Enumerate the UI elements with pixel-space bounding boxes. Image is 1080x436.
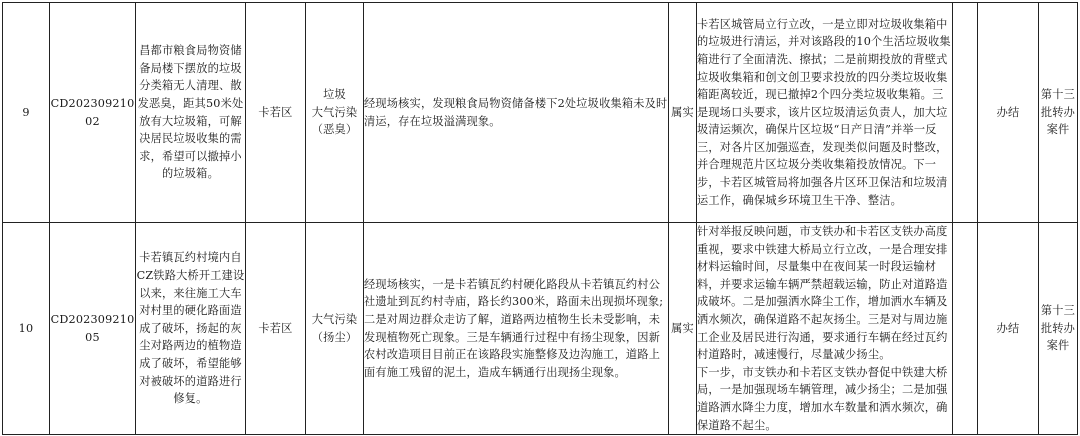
case-number: CD20230921005 [50,223,136,435]
empty-cell [953,3,978,223]
case-status: 办结 [978,223,1039,435]
verification-result: 经现场核实，一是卡若镇瓦约村硬化路段从卡若镇瓦约村公社遗址到瓦约村寺庙，路长约300米，路面未出现损坏现象;二是对周边群众走访了解，道路两边植物生长未受影响，未发现植物死亡现象。三是车辆通行过程中有扬尘现象，因新农村改造项目目前正在该路段实施整修及边沟施工，道路上面有施工残留的泥土，造成车辆通行出现扬尘现象。 [364,223,669,435]
district: 卡若区 [246,3,306,223]
complaint-content: 卡若镇瓦约村境内自CZ铁路大桥开工建设以来，来往施工大车对村里的硬化路面造成了破坏，扬起的灰尘对路两边的植物造成了破坏，希望能够对被破坏的道路进行修复。 [136,223,246,435]
handling-measures: 卡若区城管局立行立改，一是立即对垃圾收集箱中的垃圾进行清运，并对该路段的10个生活垃圾收集箱进行了全面清洗、擦拭；二是前期投放的背壁式垃圾收集箱和创文创卫要求投放的四分类垃圾收集箱距离较近，现已撤掉2个四分类垃圾收集箱。三是现场口头要求，该片区垃圾清运负责人，加大垃圾清运频次，确保片区垃圾“日产日清”并举一反三，对各片区加强巡查，发现类似问题及时整改，并合理规范片区垃圾分类收集箱投放情况。下一步，卡若区城管局将加强各片区环卫保洁和垃圾清运工作，确保城乡环境卫生干净、整洁。 [697,3,953,223]
empty-cell [953,223,978,435]
row-index: 10 [3,223,50,435]
pollution-type: 大气污染 （扬尘） [306,223,364,435]
district: 卡若区 [246,223,306,435]
batch-label: 第十三批转办案件 [1039,3,1078,223]
case-number: CD20230921002 [50,3,136,223]
verification-result: 经现场核实，发现粮食局物资储备楼下2处垃圾收集箱未及时清运，存在垃圾溢满现象。 [364,3,669,223]
table-row [3,223,1078,435]
batch-label: 第十三批转办案件 [1039,223,1078,435]
complaint-content: 昌都市粮食局物资储备局楼下摆放的垃圾分类箱无人清理、散发恶臭，距其50米处放有大垃圾箱，可解决居民垃圾收集的需求，希望可以撤掉小的垃圾箱。 [136,3,246,223]
case-table [2,2,1078,435]
handling-measures: 针对举报反映问题，市支铁办和卡若区支铁办高度重视，要求中铁建大桥局立行立改，一是合理安排材料运输时间，尽量集中在夜间某一时段运输材料，并要求运输车辆严禁超载运输，防止对道路造成破坏。二是加强洒水降尘工作，增加洒水车辆及洒水频次，确保道路不起灰扬尘。三是对与周边施工企业及居民进行沟通，要求通行车辆在经过瓦约村道路时，减速慢行，尽量减少扬尘。 下一步，市支铁办和卡若区支铁办督促中铁建大桥局，一是加强现场车辆管理，减少扬尘；二是加强道路洒水降尘力度，增加水车数量和洒水频次，确保道路不起尘。 [697,223,953,435]
row-index: 9 [3,3,50,223]
truth-status: 属实 [669,3,697,223]
pollution-type: 垃圾 大气污染 （恶臭） [306,3,364,223]
table-row [3,3,1078,223]
case-status: 办结 [978,3,1039,223]
truth-status: 属实 [669,223,697,435]
